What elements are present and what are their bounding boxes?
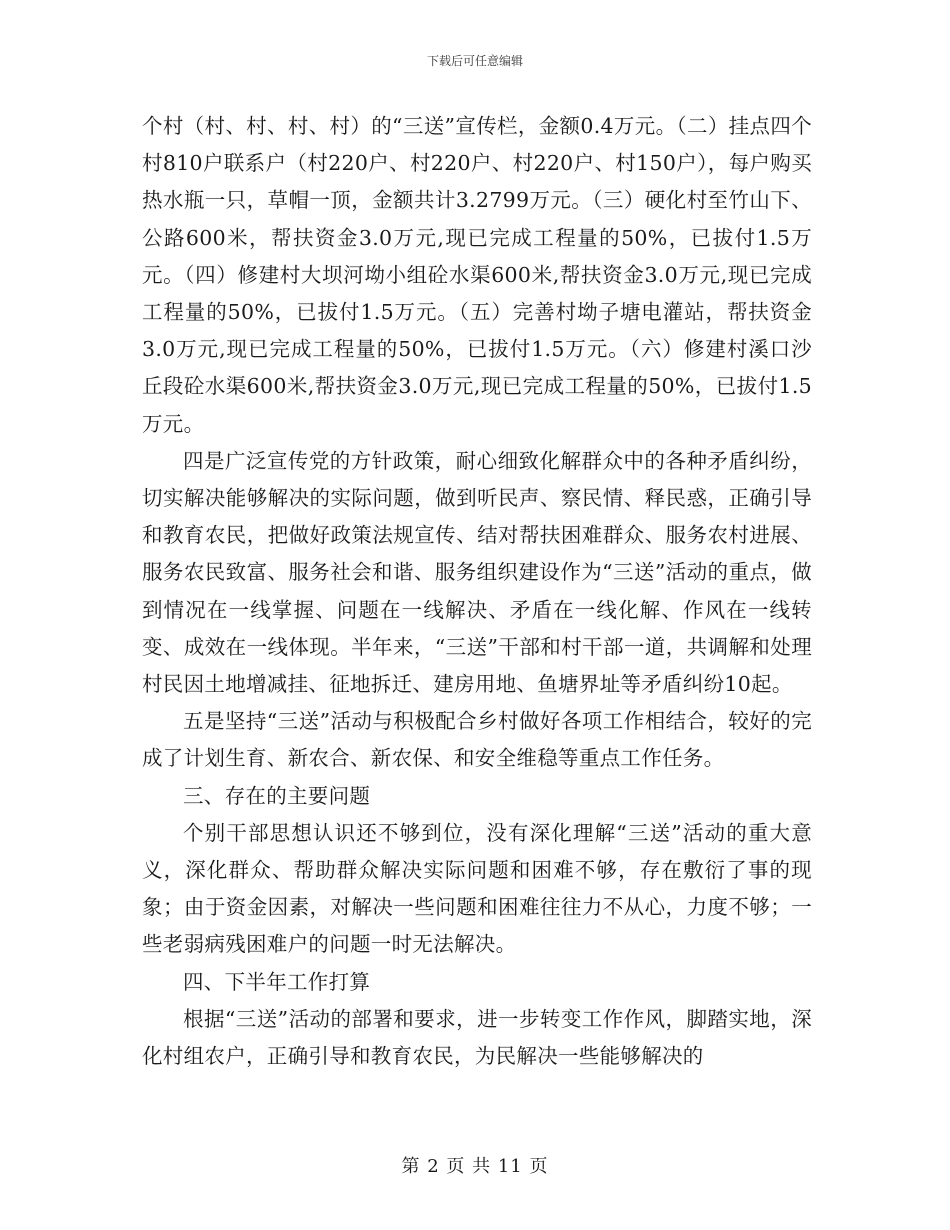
paragraph-combined-work: 五是坚持“三送”活动与积极配合乡村做好各项工作相结合，较好的完成了计划生育、新农合、新农保、和安全维稳等重点工作任务。 [142,709,812,771]
paragraph-funding-items: 个村（村、村、村、村）的“三送”宣传栏，金额0.4万元。（二）挂点四个村810户联系户（村220户、村220户、村220户、村150户），每户购买热水瓶一只，草帽一顶，金额共计3.2799万元。（三）硬化村至竹山下、公路600米，帮扶资金3.0万元,现已完成工程量的50%，已拔付1.5万元。（四）修建村大坝河坳小组砼水渠600米,帮扶资金3.0万元,现已完成工程量的50%，已拔付1.5万元。（五）完善村坳子塘电灌站，帮扶资金3.0万元,现已完成工程量的50%，已拔付1.5万元。（六）修建村溪口沙丘段砼水渠600米,帮扶资金3.0万元,现已完成工程量的50%，已拔付1.5万元。 [142,114,812,436]
paragraph-policy-publicity: 四是广泛宣传党的方针政策，耐心细致化解群众中的各种矛盾纠纷，切实解决能够解决的实际问题，做到听民声、察民情、释民惑，正确引导和教育农民，把做好政策法规宣传、结对帮扶困难群众、服务农村进展、服务农民致富、服务社会和谐、服务组织建设作为“三送”活动的重点，做到情况在一线掌握、问题在一线解决、矛盾在一线化解、作风在一线转变、成效在一线体现。半年来，“三送”干部和村干部一道，共调解和处理村民因土地增减挂、征地拆迁、建房用地、鱼塘界址等矛盾纠纷10起。 [142,448,812,697]
section-heading-plans: 四、下半年工作打算 [183,969,371,994]
paragraph-plans: 根据“三送”活动的部署和要求，进一步转变工作作风，脚踏实地，深化村组农户，正确引导和教育农民，为民解决一些能够解决的 [142,1006,812,1069]
section-heading-problems: 三、存在的主要问题 [183,783,371,808]
document-body [142,108,812,1075]
page-header-note: 下载后可任意编辑 [426,54,523,68]
page-number-footer: 第 2 页 共 11 页 [401,1156,549,1177]
paragraph-problems: 个别干部思想认识还不够到位，没有深化理解“三送”活动的重大意义，深化群众、帮助群众解决实际问题和困难不够，存在敷衍了事的现象；由于资金因素，对解决一些问题和困难往往力不从心，力度不够；一些老弱病残困难户的问题一时无法解决。 [142,820,812,957]
